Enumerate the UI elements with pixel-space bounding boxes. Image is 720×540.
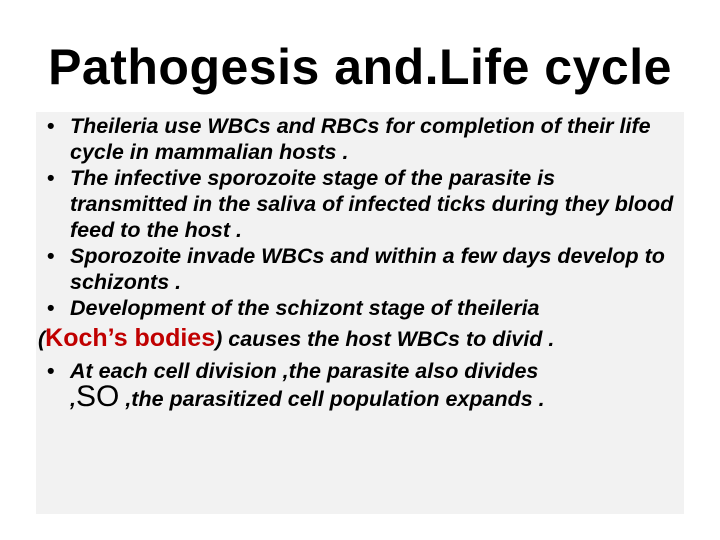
bullet-dot-icon: • <box>47 359 55 383</box>
slide-title: Pathogesis and.Life cycle <box>48 39 672 95</box>
bullet-dot-icon: • <box>47 114 55 138</box>
bullet-list <box>38 113 677 413</box>
bullet-text-4: Development of the schizont stage of theileria <box>70 296 540 320</box>
bullet-item-1 <box>47 113 677 165</box>
bullet-item-5 <box>47 358 677 412</box>
bullet-text-2: The infective sporozoite stage of the parasite is transmitted in the saliva of infected ticks during they blood feed to the host . <box>70 166 674 242</box>
bullet-text-5-comma: , <box>70 387 76 411</box>
koch-paragraph <box>38 325 677 352</box>
bullet-dot-icon: • <box>47 296 55 320</box>
so-word: SO <box>75 380 120 413</box>
bullet-dot-icon: • <box>47 166 55 190</box>
bullet-dot-icon: • <box>47 244 55 268</box>
bullet-text-3: Sporozoite invade WBCs and within a few days develop to schizonts . <box>70 244 665 294</box>
bullet-text-1: Theileria use WBCs and RBCs for completion of their life cycle in mammalian hosts . <box>70 114 651 164</box>
koch-bodies-highlight: Koch’s bodies <box>45 324 216 352</box>
bullet-text-5-line1: At each cell division ,the parasite also divides <box>70 359 539 383</box>
koch-open-paren: ( <box>38 327 46 351</box>
bullet-item-2 <box>47 165 677 243</box>
bullet-item-4 <box>47 295 677 321</box>
koch-rest-text: ) causes the host WBCs to divid . <box>215 327 555 351</box>
bullet-item-3 <box>47 243 677 295</box>
bullet-text-5-rest: ,the parasitized cell population expands . <box>119 387 545 411</box>
